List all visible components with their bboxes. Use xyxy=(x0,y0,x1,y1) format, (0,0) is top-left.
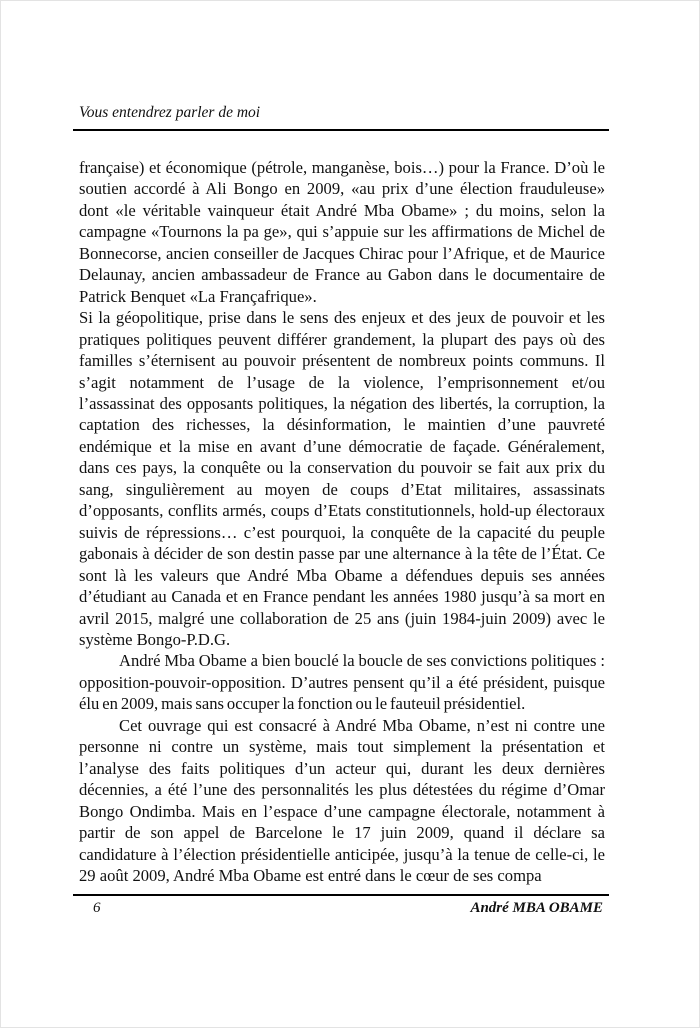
footer-author: André MBA OBAME xyxy=(470,900,603,916)
paragraph: Cet ouvrage qui est consacré à André Mba Obame, n’est ni contre une personne ni contre un système, mais tout simplement la présentation et l’analyse des faits politiques d’un acteur qui, durant les deux dernières décennies, a été l’une des personnalités les plus détestées du régime d’Omar Bongo Ondimba. Mais en l’espace d’une campagne électorale, notamment à partir de son appel de Barcelone le 17 juin 2009, quand il déclare sa candidature à l’élection présidentielle anticipée, jusqu’à la tenue de celle-ci, le 29 août 2009, André Mba Obame est entré dans le cœur de ses compa xyxy=(79,715,605,885)
running-header xyxy=(73,104,609,131)
paragraph: française) et économique (pétrole, manganèse, bois…) pour la France. D’où le soutien accordé à Ali Bongo en 2009, «au prix d’une élection frauduleuse» dont «le véritable vainqueur était André Mba Obame» ; du moins, selon la campagne «Tournons la pa ge», qui s’appuie sur les affirmations de Michel de Bonnecorse, ancien conseiller de Jacques Chirac pour l’Afrique, et de Maurice Delaunay, ancien ambassadeur de France au Gabon dans le documentaire de Patrick Benquet «La Françafrique». xyxy=(79,158,605,306)
running-header-title: Vous entendrez parler de moi xyxy=(79,104,261,121)
page-number: 6 xyxy=(93,900,101,916)
paragraph: André Mba Obame a bien bouclé la boucle de ses convictions politiques : opposition-pouvoir-opposition. D’autres pensent qu’il a été président, puisque élu en 2009, mais sans occuper la fonction ou le fauteuil présidentiel. xyxy=(79,651,605,714)
running-footer xyxy=(73,894,609,917)
page-body xyxy=(79,157,605,886)
paragraph: Si la géopolitique, prise dans le sens des enjeux et des jeux de pouvoir et les pratiques politiques peuvent différer grandement, la plupart des pays où des familles s’éternisent au pouvoir présentent de nombreux points communs. Il s’agit notamment de l’usage de la violence, l’emprisonnement et/ou l’assassinat des opposants politiques, la négation des libertés, la corruption, la captation des richesses, la désinformation, le maintien d’une pauvreté endémique et la mise en avant d’une démocratie de façade. Généralement, dans ces pays, la conquête ou la conservation du pouvoir se fait aux prix du sang, singulièrement au moyen de coups d’Etat militaires, assassinats d’opposants, conflits armés, coups d’Etats constitutionnels, hold-up électoraux suivis de répressions… c’est pourquoi, la conquête de la capacité du peuple gabonais à décider de son destin passe par une alternance à la tête de l’État. Ce sont là les valeurs que André Mba Obame a défendues depuis ses années d’étudiant au Canada et en France pendant les années 1980 jusqu’à sa mort en avril 2015, malgré une collaboration de 25 ans (juin 1984-juin 2009) avec le système Bongo-P.D.G. xyxy=(79,308,605,649)
